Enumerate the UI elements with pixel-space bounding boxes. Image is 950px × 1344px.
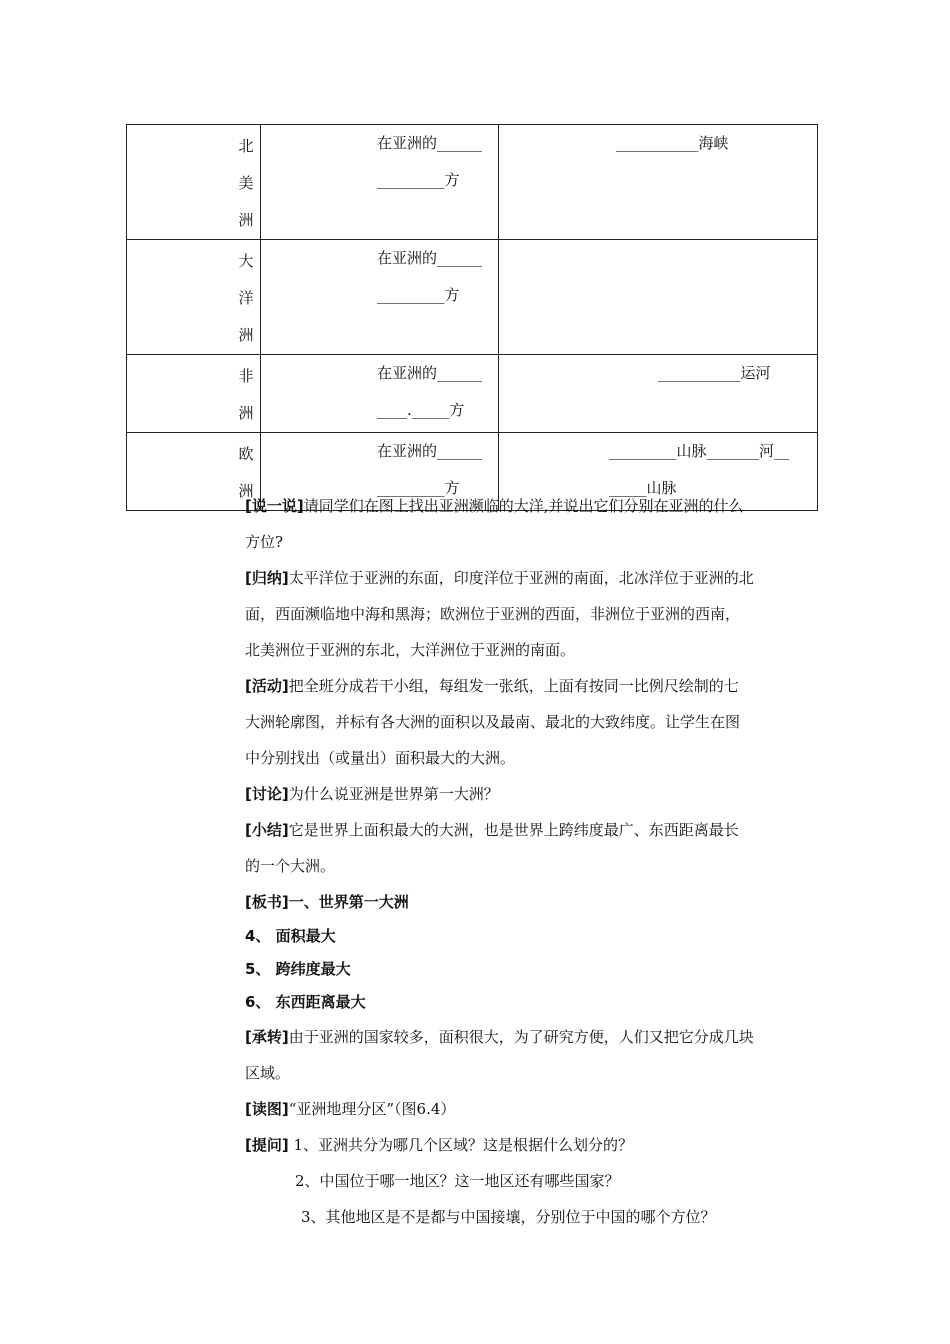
location-line: 在亚洲的______ [377,364,483,382]
continent-name-char: 美 [238,174,254,192]
question-text: 2、中国位于哪一地区？这一地区还有哪些国家？ [295,1172,620,1190]
section-label: [说一说] [245,497,304,515]
paragraph-text: 的一个大洲。 [245,857,336,875]
continent-name-char: 洋 [238,289,254,307]
table-row-africa [127,355,818,433]
paragraph-text: 中分别找出（或量出）面积最大的大洲。 [245,749,516,767]
location-line: 在亚洲的______ [377,134,483,152]
continent-name [237,355,255,432]
location-line: 在亚洲的______ [377,249,483,267]
paragraph-text: 把全班分成若干小组，每组发一张纸，上面有按同一比例尺绘制的七 [288,677,739,695]
continent-name-char: 洲 [238,326,254,344]
paragraph-text: 为什么说亚洲是世界第一大洲？ [288,785,499,803]
location-blank-line: _________方 [377,479,460,497]
continents-table [126,124,818,511]
paragraph-text: 方位? [245,533,284,551]
body-text [245,488,815,1235]
section-label: [归纳] [245,569,289,587]
dutu-paragraph [245,1091,815,1127]
taolun-paragraph [245,776,815,812]
location-line: 在亚洲的______ [377,442,483,460]
paragraph-text: 太平洋位于亚洲的东面，印度洋位于亚洲的南面，北冰洋位于亚洲的北 [288,569,754,587]
table-row-oceania [127,240,818,355]
board-item: 5、 跨纬度最大 [245,960,351,978]
continent-name-char: 非 [238,367,254,385]
continent-name-char: 大 [238,252,254,270]
paragraph-text: 区域。 [245,1064,291,1082]
section-label: [提问] [245,1136,289,1154]
huodong-paragraph [245,668,815,704]
tiwen-paragraph [245,1127,815,1163]
location-blank-line: _________方 [377,286,460,304]
board-title: [板书]一、世界第一大洲 [245,893,409,911]
feature-line: ___________运河 [658,364,771,382]
location-blank-line: _________方 [377,171,460,189]
location-blank-line: ____._____方 [377,401,465,419]
location-cell [261,125,499,240]
feature-line: _____山脉 [609,479,677,497]
paragraph-text: 由于亚洲的国家较多，面积很大，为了研究方便，人们又把它分成几块 [288,1028,754,1046]
table-row-north-america [127,125,818,240]
continent-name-cell [127,433,261,511]
feature-line: ___________海峡 [616,134,729,152]
paragraph-text: 请同学们在图上找出亚洲濒临的大洋,并说出它们分别在亚洲的什么 [303,497,744,515]
continent-name-cell [127,240,261,355]
paragraph-text: 大洲轮廓图，并标有各大洲的面积以及最南、最北的大致纬度。让学生在图 [245,713,741,731]
board-item: 4、 面积最大 [245,927,336,945]
paragraph-text: 面，西面濒临地中海和黑海；欧洲位于亚洲的西面，非洲位于亚洲的西南， [245,605,741,623]
question-text: 3、其他地区是不是都与中国接壤，分别位于中国的哪个方位？ [301,1208,716,1226]
section-label: [活动] [245,677,289,695]
section-label: [承转] [245,1028,289,1046]
continent-name-char: 欧 [238,445,254,463]
board-item: 6、 东西距离最大 [245,993,366,1011]
chengzhuan-paragraph [245,1019,815,1055]
location-cell [261,355,499,433]
continent-name-char: 洲 [238,404,254,422]
section-label: [讨论] [245,785,289,803]
question-text: 1、亚洲共分为哪几个区域？这是根据什么划分的？ [293,1136,634,1154]
paragraph-text: 北美洲位于亚洲的东北，大洋洲位于亚洲的南面。 [245,641,576,659]
continent-name-cell [127,355,261,433]
shuo-paragraph [245,488,815,524]
paragraph-text: 它是世界上面积最大的大洲，也是世界上跨纬度最广、东西距离最长 [288,821,739,839]
continent-name-char: 洲 [238,211,254,229]
continent-name-cell [127,125,261,240]
continent-name [237,125,255,239]
continent-name-char: 洲 [238,482,254,500]
section-label: [读图] [245,1100,289,1118]
location-cell [261,240,499,355]
continent-name [237,240,255,354]
continent-name-char: 北 [238,137,254,155]
guina-paragraph [245,560,815,596]
paragraph-text: “亚洲地理分区”（图6.4） [288,1100,456,1118]
feature-line: _________山脉_______河__ [609,442,790,460]
xiaojie-paragraph [245,812,815,848]
section-label: [小结] [245,821,289,839]
